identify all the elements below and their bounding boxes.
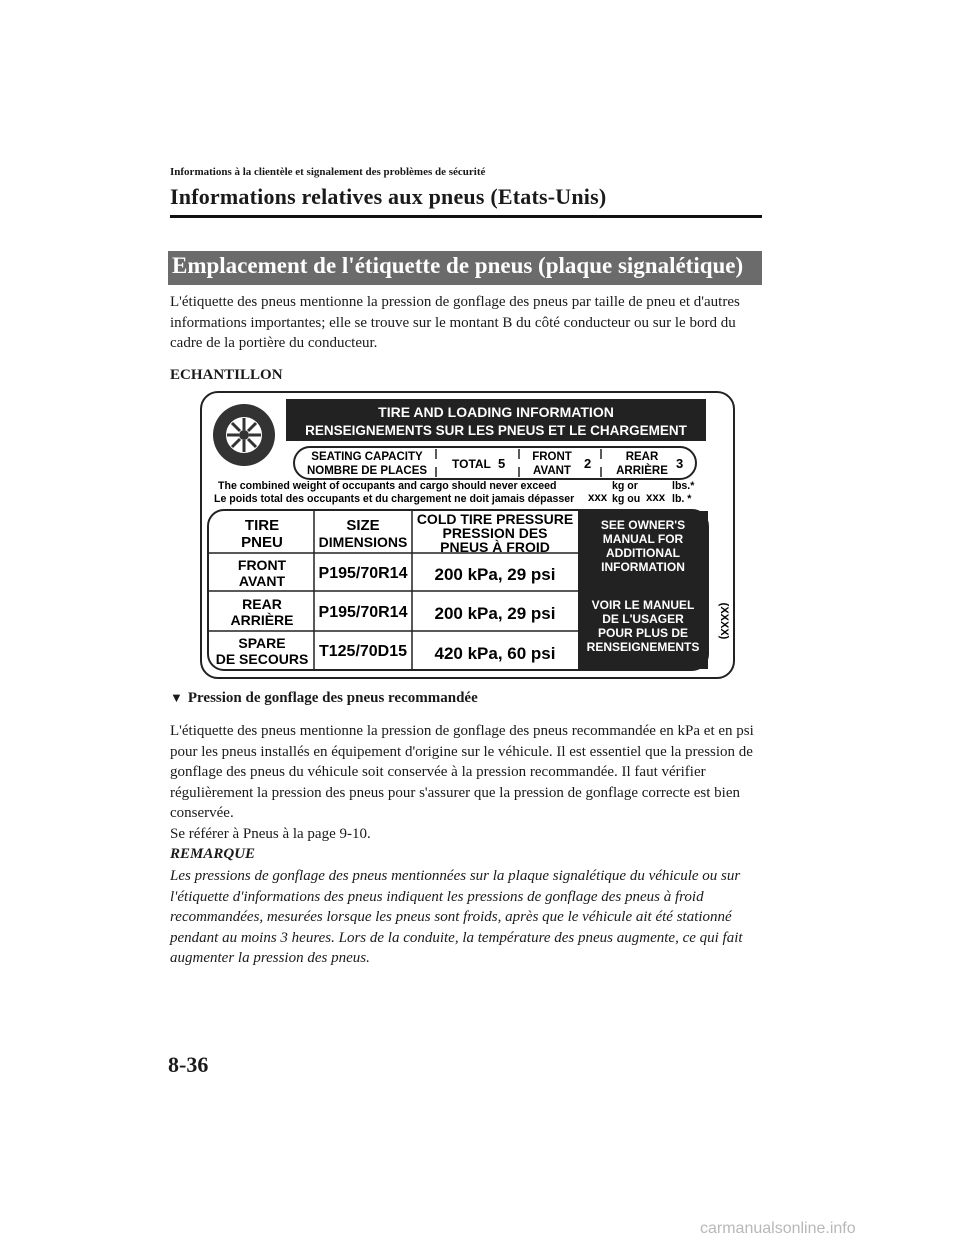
label-header-fr: RENSEIGNEMENTS SUR LES PNEUS ET LE CHARGEMENT [305, 423, 687, 438]
col-tire-en: TIRE [244, 517, 280, 534]
row-rear-pressure: 200 kPa, 29 psi [434, 604, 556, 623]
seating-fr: NOMBRE DE PLACES [306, 465, 428, 477]
note-body: Les pressions de gonflage des pneus mentionnées sur la plaque signalétique du véhicule ou sur l'étiquette d'informations des pneus indiquent les pressions de gonflage des pneus à froid recommandées, mesurées lorsque les pneus sont froids, après que le véhicule ait été stationné pendant au moins 3 heures. Lors de la conduite, la température des pneus augmente, ce qui fait augmenter la pression des pneus. [170, 868, 743, 967]
triangle-down-icon: ▼ [170, 690, 183, 705]
row-front-pressure: 200 kPa, 29 psi [434, 565, 556, 584]
row-front-size: P195/70R14 [318, 565, 408, 582]
row-spare-name-en: SPARE [238, 635, 286, 651]
col-size-fr: DIMENSIONS [318, 534, 408, 550]
see-line-1: SEE OWNER'S [600, 518, 686, 532]
section-title: Emplacement de l'étiquette de pneus (plaque signalétique) [172, 253, 744, 278]
page-number: 8-36 [168, 1052, 209, 1077]
row-front-name-fr: AVANT [238, 573, 286, 589]
rear-value: 3 [676, 456, 684, 471]
row-spare-size: T125/70D15 [318, 643, 408, 660]
lbs: lbs.* [672, 480, 695, 492]
front-en: FRONT [532, 451, 572, 463]
seating-en: SEATING CAPACITY [311, 451, 423, 463]
chapter-title: Informations relatives aux pneus (Etats-Unis) [170, 184, 607, 209]
note-title: REMARQUE [170, 846, 256, 862]
label-header-en: TIRE AND LOADING INFORMATION [378, 404, 614, 420]
watermark: carmanualsonline.info [700, 1220, 856, 1237]
front-fr: AVANT [533, 465, 571, 477]
sample-heading: ECHANTILLON [170, 367, 283, 383]
weight-xxx-2: xxx [646, 492, 666, 504]
subsection-paragraph: L'étiquette des pneus mentionne la pression de gonflage des pneus recommandée en kPa et en psi pour les pneus installés en équipement d'origine sur le véhicule. Il est essentiel que la pression de gonflage des pneus du véhicule soit conservée à la pression recommandée. Il faut vérifier régulièrement la pression des pneus pour s'assurer que la pression de gonflage correcte est bien conservée. [170, 723, 754, 822]
col-tire-fr: PNEU [241, 534, 283, 551]
row-spare-pressure: 420 kPa, 60 psi [434, 644, 556, 663]
kg-or: kg or [612, 480, 638, 492]
weight-fr: Le poids total des occupants et du chargement ne doit jamais dépasser [214, 493, 575, 505]
col-pressure-2: PRESSION DES [442, 525, 548, 541]
see-line-2: MANUAL FOR [602, 532, 684, 546]
kg-ou: kg ou [612, 493, 641, 505]
voir-line-4: RENSEIGNEMENTS [586, 640, 700, 654]
total-label: TOTAL [452, 457, 491, 471]
header-rule [170, 215, 762, 218]
row-rear-name-en: REAR [242, 596, 282, 612]
tire-label-graphic [202, 393, 733, 677]
subsection-heading [170, 690, 478, 707]
subsection-body [170, 721, 760, 845]
total-value: 5 [498, 456, 506, 471]
weight-xxx-1: xxx [588, 492, 608, 504]
tire-icon [213, 404, 275, 466]
see-line-4: INFORMATION [601, 560, 685, 574]
rear-en: REAR [625, 451, 659, 463]
row-front-name-en: FRONT [237, 557, 287, 573]
front-value: 2 [584, 456, 592, 471]
col-pressure-1: COLD TIRE PRESSURE [416, 511, 574, 527]
label-code: (XXXX) [718, 602, 730, 640]
subsection-title: Pression de gonflage des pneus recommandée [187, 690, 478, 706]
chapter-kicker: Informations à la clientèle et signalement des problèmes de sécurité [170, 166, 486, 178]
intro-paragraph: L'étiquette des pneus mentionne la pression de gonflage des pneus par taille de pneu et d'autres informations importantes; elle se trouve sur le montant B du côté conducteur ou sur le bord du cadre de la portière du conducteur. [170, 294, 740, 352]
see-line-3: ADDITIONAL [606, 546, 680, 560]
row-rear-name-fr: ARRIÈRE [230, 612, 294, 628]
lb: lb. * [672, 493, 692, 505]
page-reference: Se référer à Pneus à la page 9-10. [170, 825, 371, 842]
voir-line-1: VOIR LE MANUEL [591, 598, 695, 612]
row-rear-size: P195/70R14 [318, 604, 408, 621]
rear-fr: ARRIÈRE [616, 465, 668, 477]
col-pressure-3: PNEUS À FROID [440, 539, 550, 555]
tire-loading-label [200, 391, 735, 679]
col-size-en: SIZE [346, 517, 380, 534]
weight-en: The combined weight of occupants and cargo should never exceed [218, 480, 557, 492]
row-spare-name-fr: DE SECOURS [215, 651, 309, 667]
voir-line-2: DE L'USAGER [602, 612, 684, 626]
voir-line-3: POUR PLUS DE [597, 626, 689, 640]
